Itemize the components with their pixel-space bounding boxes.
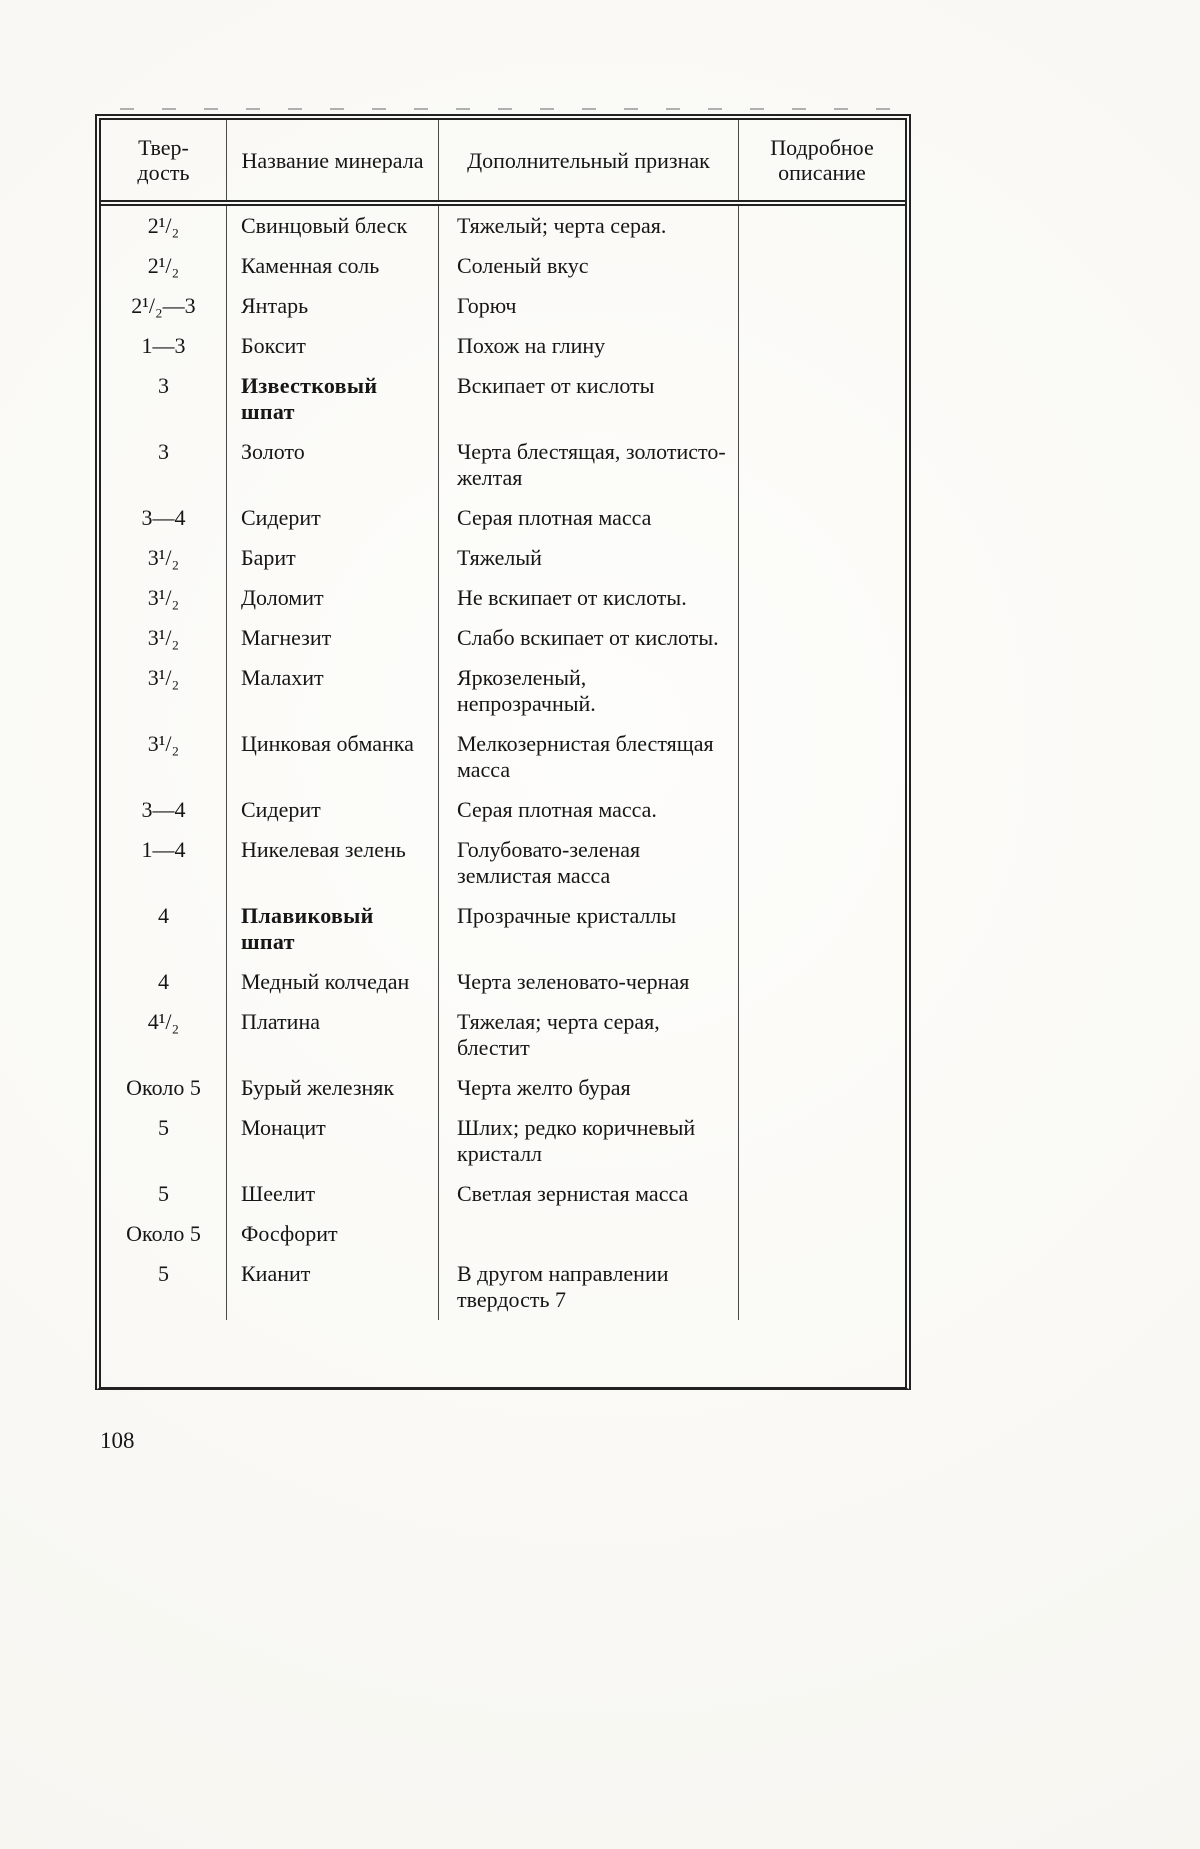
table-row [101,618,905,658]
description-cell [739,658,905,724]
table-row [101,724,905,790]
table-row [101,206,905,246]
feature-text: Яркозеленый, непрозрачный. [439,658,739,724]
description-cell [739,1002,905,1068]
feature-text: Серая плотная масса [439,498,739,538]
hardness-value: 1—4 [101,830,227,896]
hardness-value: Около 5 [101,1068,227,1108]
description-cell [739,286,905,326]
table-row [101,578,905,618]
hardness-value: 3—4 [101,498,227,538]
mineral-name: Никелевая зелень [227,830,439,896]
feature-text: Мелкозернистая блестящая масса [439,724,739,790]
feature-text: Серая плотная масса. [439,790,739,830]
table-row [101,896,905,962]
mineral-name: Сидерит [227,498,439,538]
mineral-name: Плавиковый шпат [227,896,439,962]
mineral-name: Фосфорит [227,1214,439,1254]
description-cell [739,830,905,896]
description-cell [739,724,905,790]
table-row [101,658,905,724]
feature-text [439,1214,739,1254]
table-row [101,498,905,538]
table-row [101,1174,905,1214]
hardness-value: 4¹/₂ [101,1002,227,1068]
hardness-value: 3—4 [101,790,227,830]
table-row [101,1214,905,1254]
description-cell [739,1214,905,1254]
scan-artifact-line [120,108,890,110]
mineral-name: Цинковая обманка [227,724,439,790]
table-row [101,1002,905,1068]
feature-text: Прозрачные кристаллы [439,896,739,962]
hardness-value: 1—3 [101,326,227,366]
page-number: 108 [100,1428,135,1453]
hardness-value: 3¹/₂ [101,538,227,578]
table-row [101,246,905,286]
feature-text: Голубовато-зеленая землистая масса [439,830,739,896]
header-mineral-name: Название минерала [227,120,439,200]
mineral-name: Доломит [227,578,439,618]
feature-text: Тяжелый; черта серая. [439,206,739,246]
table-row [101,326,905,366]
feature-text: Похож на глину [439,326,739,366]
hardness-value: Около 5 [101,1214,227,1254]
description-cell [739,326,905,366]
description-cell [739,538,905,578]
hardness-value: 3¹/₂ [101,618,227,658]
feature-text: Соленый вкус [439,246,739,286]
table-row [101,790,905,830]
feature-text: Светлая зернистая масса [439,1174,739,1214]
feature-text: Тяжелая; черта серая, блестит [439,1002,739,1068]
table-row [101,1108,905,1174]
hardness-value: 5 [101,1254,227,1320]
table-row [101,538,905,578]
header-additional-feature: Дополнительный признак [439,120,739,200]
hardness-value: 2¹/₂ [101,206,227,246]
description-cell [739,206,905,246]
mineral-name: Магнезит [227,618,439,658]
description-cell [739,246,905,286]
mineral-name: Свинцовый блеск [227,206,439,246]
feature-text: Слабо вскипает от кислоты. [439,618,739,658]
hardness-value: 2¹/₂ [101,246,227,286]
feature-text: В другом направлении твердость 7 [439,1254,739,1320]
table-row [101,366,905,432]
header-hardness: Твер- дость [101,120,227,200]
description-cell [739,1068,905,1108]
table-header-row [101,120,905,206]
description-cell [739,432,905,498]
hardness-value: 2¹/₂—3 [101,286,227,326]
table-body [101,206,905,1387]
mineral-name: Бурый железняк [227,1068,439,1108]
description-cell [739,1174,905,1214]
hardness-value: 4 [101,896,227,962]
feature-text: Черта желто бурая [439,1068,739,1108]
hardness-value: 3¹/₂ [101,658,227,724]
header-detailed-description: Подробное описание [770,135,874,185]
description-cell [739,578,905,618]
mineral-name: Шеелит [227,1174,439,1214]
mineral-name: Сидерит [227,790,439,830]
hardness-value: 5 [101,1174,227,1214]
description-cell [739,790,905,830]
description-cell [739,1254,905,1320]
feature-text: Вскипает от кислоты [439,366,739,432]
mineral-name: Кианит [227,1254,439,1320]
description-cell [739,366,905,432]
hardness-value: 5 [101,1108,227,1174]
table-row [101,1254,905,1320]
mineral-name: Боксит [227,326,439,366]
mineral-name: Янтарь [227,286,439,326]
feature-text: Не вскипает от кислоты. [439,578,739,618]
mineral-name: Малахит [227,658,439,724]
description-cell [739,962,905,1002]
mineral-name: Известковый шпат [227,366,439,432]
table-row [101,1068,905,1108]
table-row [101,286,905,326]
hardness-value: 3 [101,432,227,498]
mineral-name: Медный колчедан [227,962,439,1002]
feature-text: Черта блестящая, золотисто-желтая [439,432,739,498]
hardness-value: 4 [101,962,227,1002]
mineral-name: Барит [227,538,439,578]
hardness-value: 3¹/₂ [101,724,227,790]
table-row [101,830,905,896]
table-row [101,432,905,498]
mineral-name: Платина [227,1002,439,1068]
mineral-name: Каменная соль [227,246,439,286]
feature-text: Горюч [439,286,739,326]
description-cell [739,1108,905,1174]
description-cell [739,498,905,538]
description-cell [739,896,905,962]
hardness-value: 3¹/₂ [101,578,227,618]
feature-text: Черта зеленовато-черная [439,962,739,1002]
mineral-hardness-table [95,114,911,1390]
description-cell [739,618,905,658]
hardness-value: 3 [101,366,227,432]
table-row [101,962,905,1002]
feature-text: Тяжелый [439,538,739,578]
mineral-name: Золото [227,432,439,498]
mineral-name: Монацит [227,1108,439,1174]
feature-text: Шлих; редко коричневый кристалл [439,1108,739,1174]
